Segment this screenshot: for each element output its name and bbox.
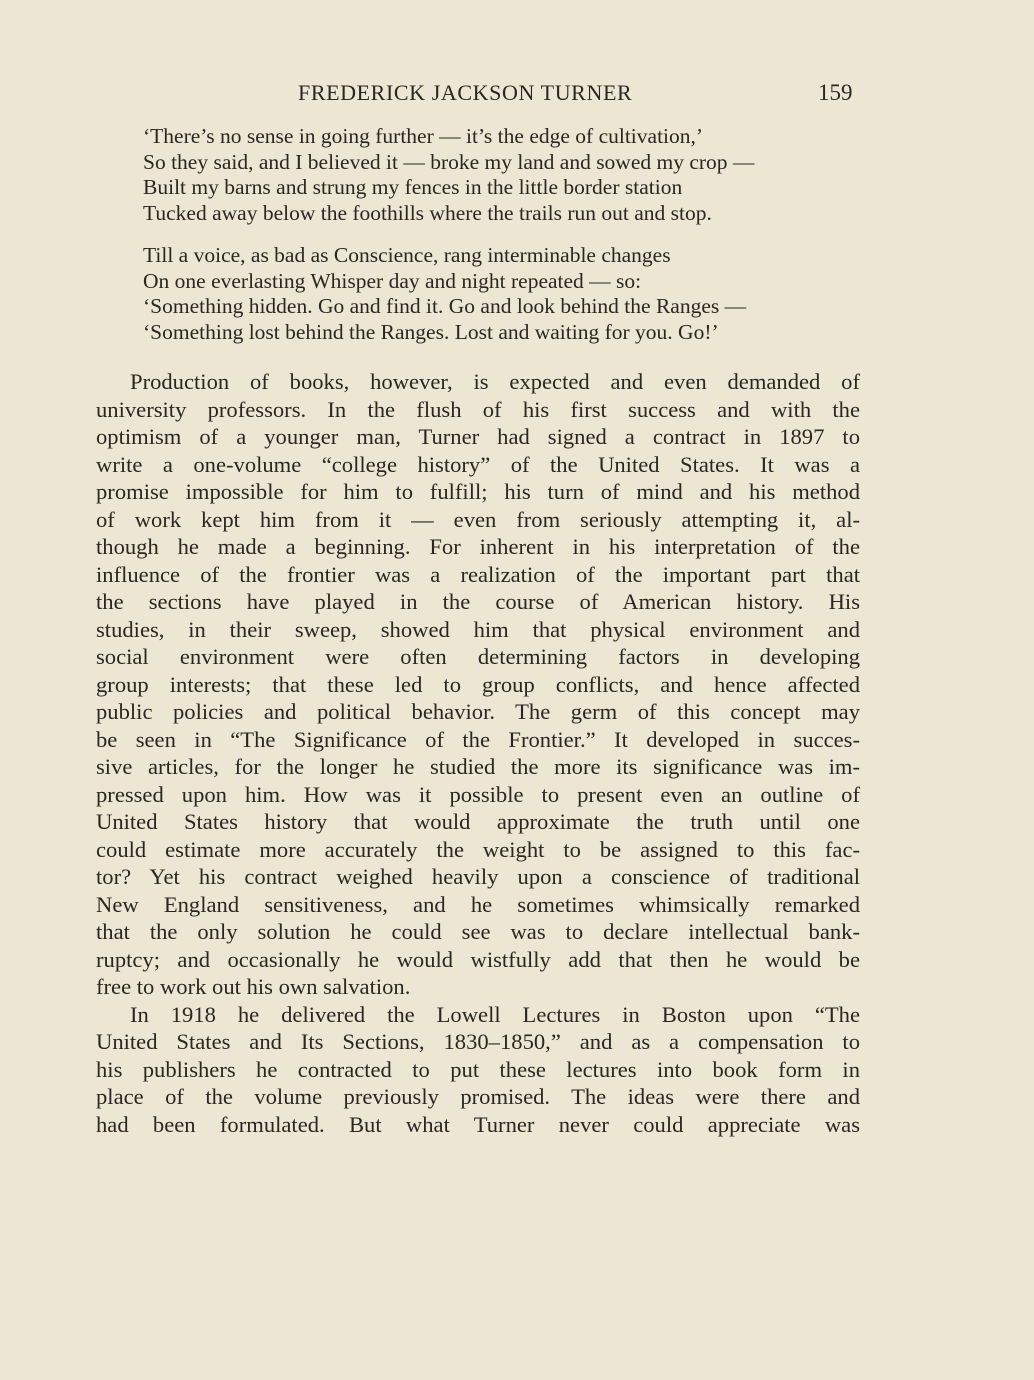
- text-line: pressed upon him. How was it possible to present even an outline of: [96, 781, 860, 807]
- text-line: of work kept him from it — even from seriously attempting it, al-: [96, 506, 860, 532]
- text-line: free to work out his own salvation.: [96, 974, 411, 999]
- text-line: though he made a beginning. For inherent in his interpretation of the: [96, 534, 860, 559]
- paragraph-2: [96, 1001, 860, 1139]
- verse-line: So they said, and I believed it — broke my land and sowed my crop —: [143, 149, 755, 174]
- verse-line: ‘There’s no sense in going further — it’s the edge of cultivation,’: [143, 124, 704, 148]
- text-line: university professors. In the flush of his first success and with the: [96, 396, 860, 422]
- text-line: the sections have played in the course of American history. His: [96, 589, 860, 614]
- text-line: United States and Its Sections, 1830–1850,” and as a compensation to: [96, 1029, 860, 1054]
- verse-line: Tucked away below the foothills where the trails run out and stop.: [143, 200, 712, 225]
- page-number: 159: [818, 80, 853, 105]
- verse-stanza-2: [143, 243, 883, 345]
- verse-line: On one everlasting Whisper day and night repeated — so:: [143, 268, 642, 293]
- text-line: write a one-volume “college history” of the United States. It was a: [96, 451, 860, 477]
- text-line: promise impossible for him to fulfill; his turn of mind and his method: [96, 479, 860, 504]
- text-line: public policies and political behavior. The germ of this concept may: [96, 699, 860, 724]
- text-line: United States history that would approximate the truth until one: [96, 809, 860, 834]
- page-header: [0, 80, 1034, 114]
- text-line: influence of the frontier was a realization of the important part that: [96, 561, 860, 587]
- body-text: [96, 368, 860, 1138]
- verse-line: ‘Something hidden. Go and find it. Go and look behind the Ranges —: [143, 294, 747, 318]
- verse-line: Till a voice, as bad as Conscience, rang interminable changes: [143, 243, 671, 267]
- text-line: studies, in their sweep, showed him that physical environment and: [96, 616, 860, 642]
- text-line: ruptcy; and occasionally he would wistfully add that then he would be: [96, 946, 860, 972]
- paragraph-1: [96, 368, 860, 1001]
- text-line: New England sensitiveness, and he sometimes whimsically remarked: [96, 891, 860, 917]
- verse-stanza-1: [143, 124, 883, 226]
- text-line: social environment were often determining factors in developing: [96, 644, 860, 669]
- text-line: sive articles, for the longer he studied the more its significance was im-: [96, 754, 860, 779]
- text-line: Production of books, however, is expected and even demanded of: [130, 369, 860, 394]
- running-head: FREDERICK JACKSON TURNER: [298, 80, 633, 105]
- text-line: his publishers he contracted to put these lectures into book form in: [96, 1056, 860, 1082]
- text-line: could estimate more accurately the weight to be assigned to this fac-: [96, 836, 860, 862]
- text-line: place of the volume previously promised. The ideas were there and: [96, 1084, 860, 1109]
- text-line: group interests; that these led to group conflicts, and hence affected: [96, 671, 860, 697]
- verse-line: ‘Something lost behind the Ranges. Lost and waiting for you. Go!’: [143, 319, 719, 344]
- text-line: In 1918 he delivered the Lowell Lectures in Boston upon “The: [130, 1001, 860, 1027]
- text-line: be seen in “The Significance of the Frontier.” It developed in succes-: [96, 726, 860, 752]
- text-line: had been formulated. But what Turner never could appreciate was: [96, 1111, 860, 1137]
- verse-line: Built my barns and strung my fences in the little border station: [143, 175, 683, 199]
- text-line: optimism of a younger man, Turner had signed a contract in 1897 to: [96, 424, 860, 449]
- text-line: tor? Yet his contract weighed heavily upon a conscience of traditional: [96, 864, 860, 889]
- text-line: that the only solution he could see was to declare intellectual bank-: [96, 919, 860, 944]
